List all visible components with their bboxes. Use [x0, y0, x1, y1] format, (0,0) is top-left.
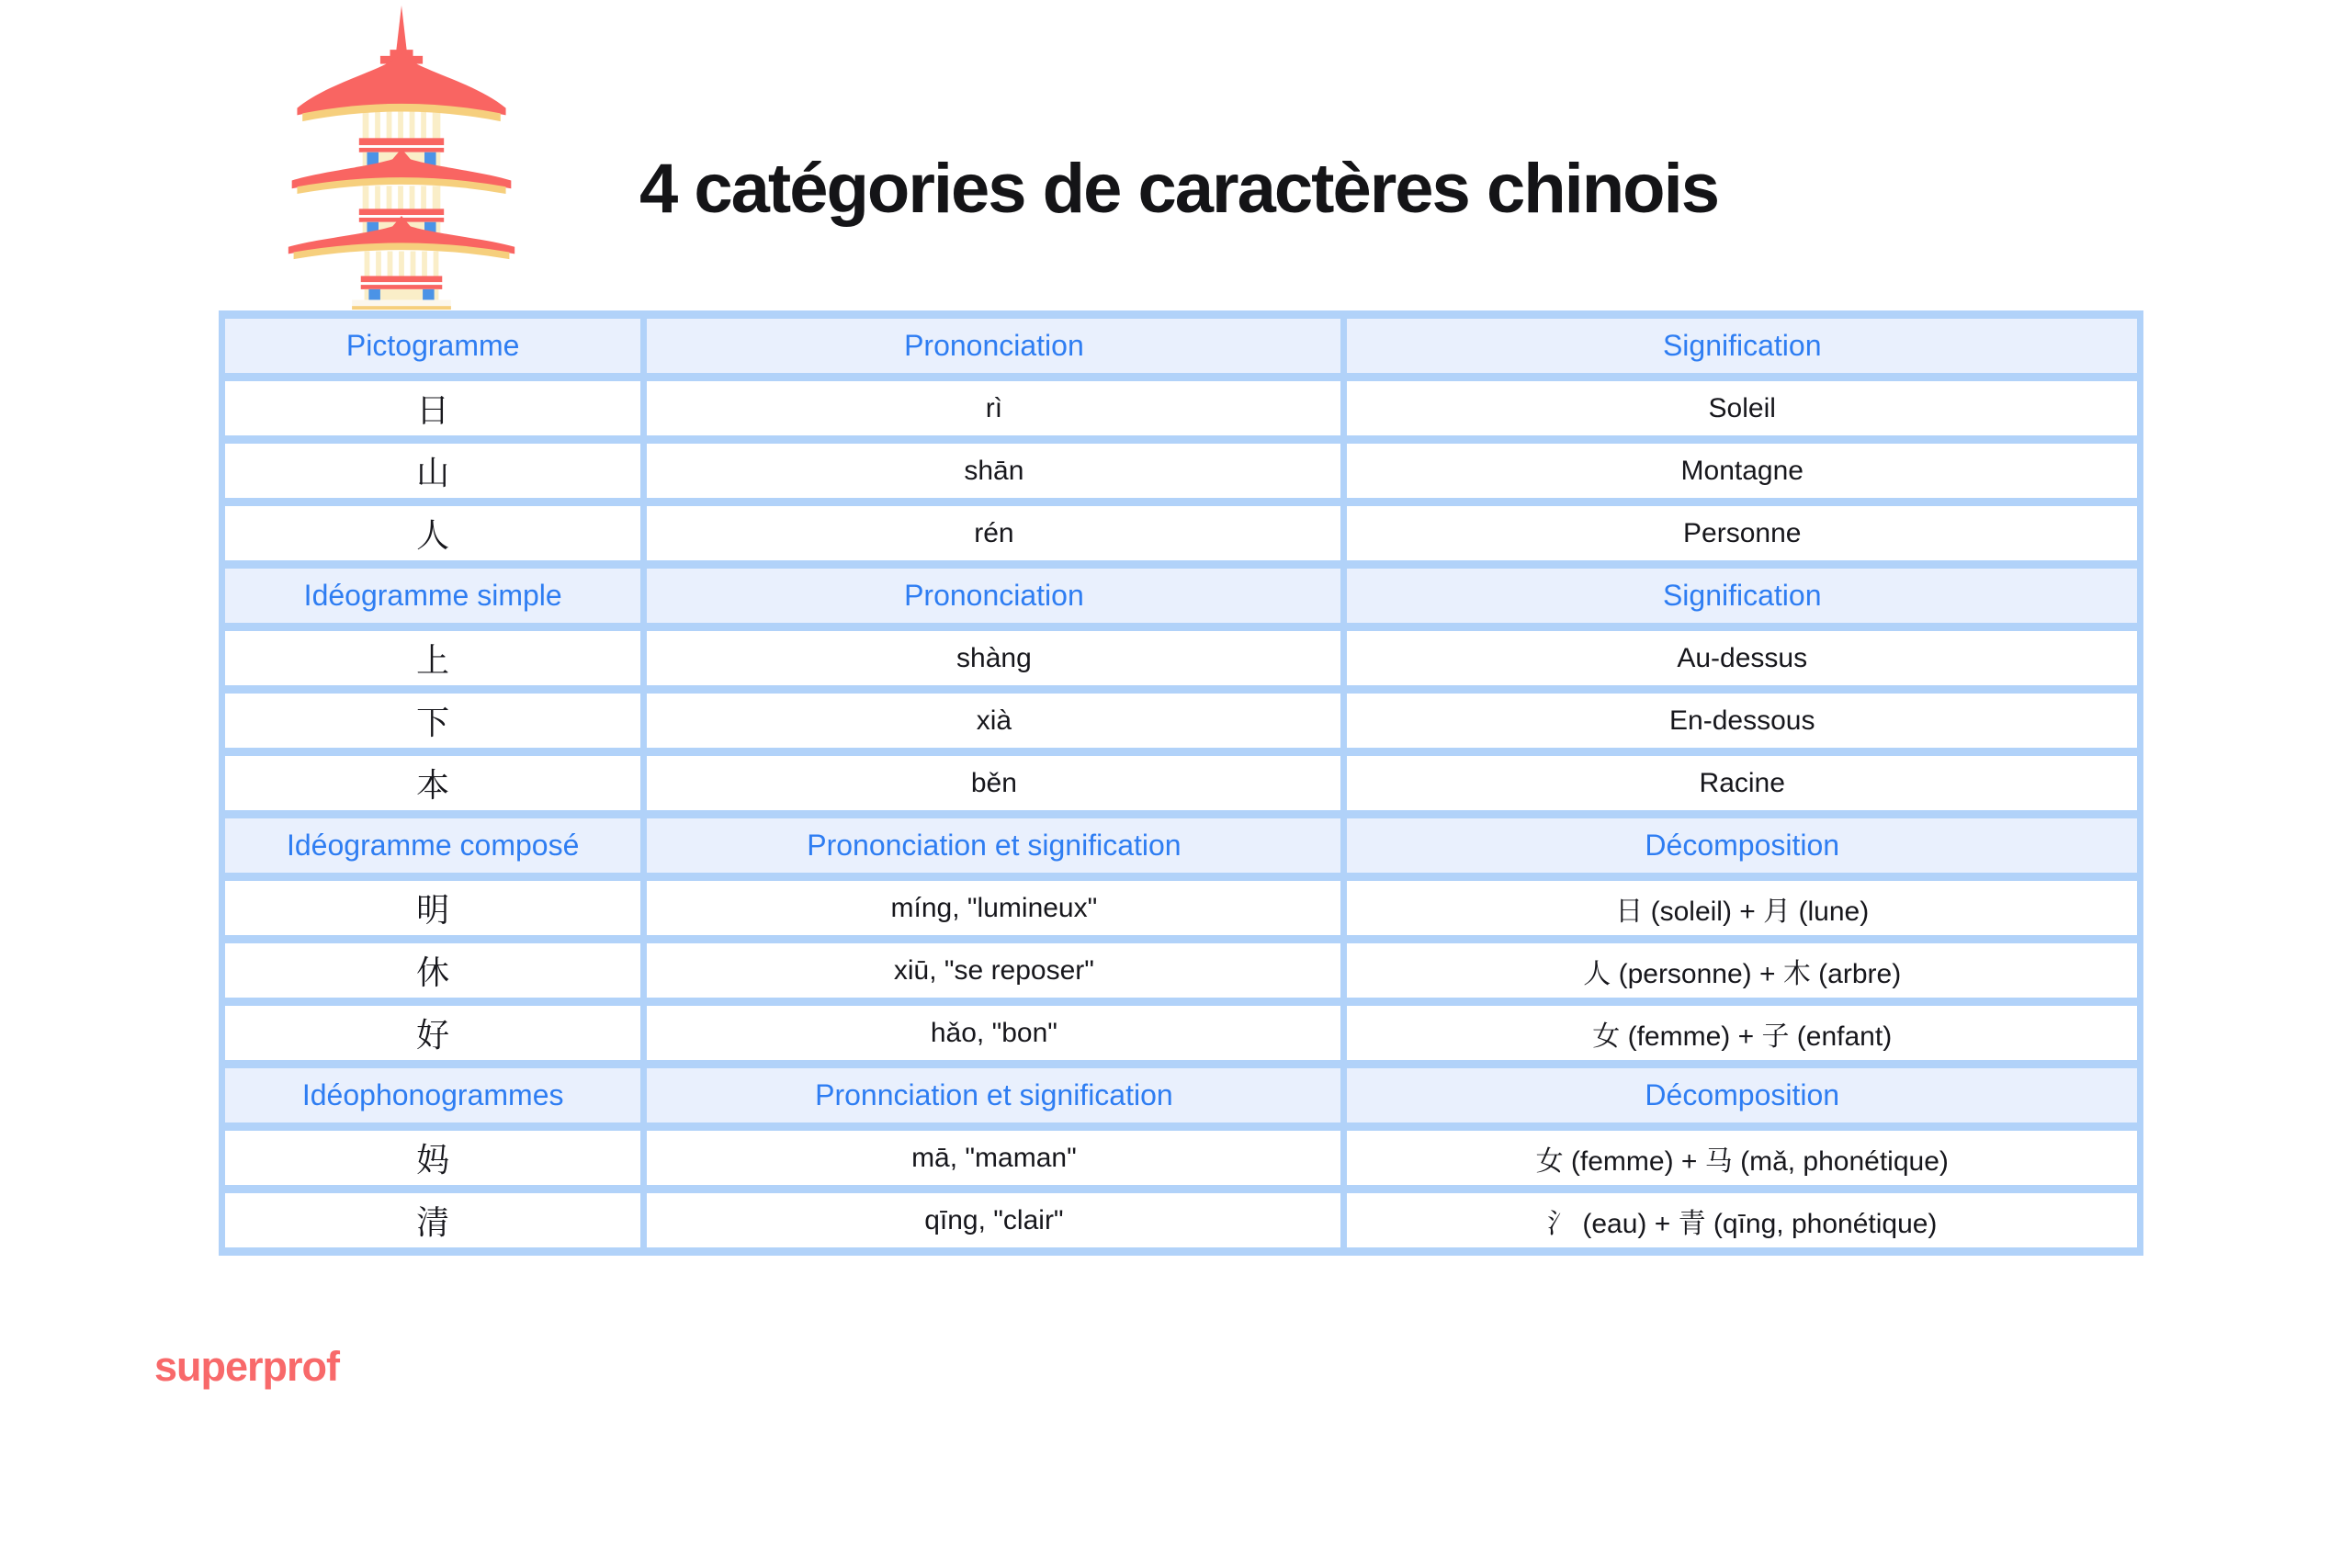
column-header: Prononciation [644, 565, 1344, 627]
column-header: Prononciation [644, 315, 1344, 378]
cell-meaning: Montagne [1344, 440, 2141, 502]
section-ideogramme-compose [222, 815, 2141, 1065]
column-header: Pronnciation et signification [644, 1065, 1344, 1127]
superprof-logo: superprof [154, 1343, 340, 1390]
cell-character: 好 [222, 1002, 644, 1065]
cell-meaning: En-dessous [1344, 690, 2141, 752]
cell-decomposition: 女 (femme) + 马 (mǎ, phonétique) [1344, 1127, 2141, 1190]
cell-decomposition: 人 (personne) + 木 (arbre) [1344, 940, 2141, 1002]
cell-decomposition: 女 (femme) + 子 (enfant) [1344, 1002, 2141, 1065]
cell-character: 妈 [222, 1127, 644, 1190]
table-row [222, 690, 2141, 752]
categories-table-container [219, 310, 2143, 1256]
section-header-row [222, 315, 2141, 378]
table-row [222, 940, 2141, 1002]
cell-character: 上 [222, 627, 644, 690]
cell-meaning: Personne [1344, 502, 2141, 565]
column-header: Signification [1344, 565, 2141, 627]
cell-pronunciation: rén [644, 502, 1344, 565]
cell-character: 明 [222, 877, 644, 940]
section-title: Pictogramme [222, 315, 644, 378]
cell-meaning: Au-dessus [1344, 627, 2141, 690]
section-header-row [222, 1065, 2141, 1127]
section-ideogramme-simple [222, 565, 2141, 815]
cell-pronunciation: xiū, "se reposer" [644, 940, 1344, 1002]
cell-pronunciation: běn [644, 752, 1344, 815]
table-row [222, 627, 2141, 690]
page-title: 4 catégories de caractères chinois [639, 150, 1718, 228]
section-title: Idéophonogrammes [222, 1065, 644, 1127]
cell-pronunciation: xià [644, 690, 1344, 752]
table-row [222, 440, 2141, 502]
section-header-row [222, 565, 2141, 627]
table-row [222, 877, 2141, 940]
cell-meaning: Racine [1344, 752, 2141, 815]
cell-character: 人 [222, 502, 644, 565]
categories-table [219, 310, 2143, 1256]
cell-character: 休 [222, 940, 644, 1002]
cell-character: 山 [222, 440, 644, 502]
table-row [222, 502, 2141, 565]
cell-character: 清 [222, 1190, 644, 1252]
section-header-row [222, 815, 2141, 877]
table-row [222, 1127, 2141, 1190]
cell-character: 本 [222, 752, 644, 815]
cell-meaning: Soleil [1344, 378, 2141, 440]
section-pictogramme [222, 315, 2141, 565]
cell-pronunciation: mā, "maman" [644, 1127, 1344, 1190]
cell-decomposition: 日 (soleil) + 月 (lune) [1344, 877, 2141, 940]
column-header: Signification [1344, 315, 2141, 378]
table-row [222, 1002, 2141, 1065]
cell-pronunciation: hǎo, "bon" [644, 1002, 1344, 1065]
cell-pronunciation: míng, "lumineux" [644, 877, 1344, 940]
column-header: Décomposition [1344, 815, 2141, 877]
section-title: Idéogramme simple [222, 565, 644, 627]
pagoda-icon [276, 6, 527, 310]
column-header: Décomposition [1344, 1065, 2141, 1127]
cell-pronunciation: shān [644, 440, 1344, 502]
cell-character: 下 [222, 690, 644, 752]
section-ideophonogrammes [222, 1065, 2141, 1252]
table-row [222, 1190, 2141, 1252]
cell-character: 日 [222, 378, 644, 440]
cell-decomposition: 氵 (eau) + 青 (qīng, phonétique) [1344, 1190, 2141, 1252]
column-header: Prononciation et signification [644, 815, 1344, 877]
cell-pronunciation: rì [644, 378, 1344, 440]
table-row [222, 752, 2141, 815]
cell-pronunciation: qīng, "clair" [644, 1190, 1344, 1252]
cell-pronunciation: shàng [644, 627, 1344, 690]
table-row [222, 378, 2141, 440]
section-title: Idéogramme composé [222, 815, 644, 877]
